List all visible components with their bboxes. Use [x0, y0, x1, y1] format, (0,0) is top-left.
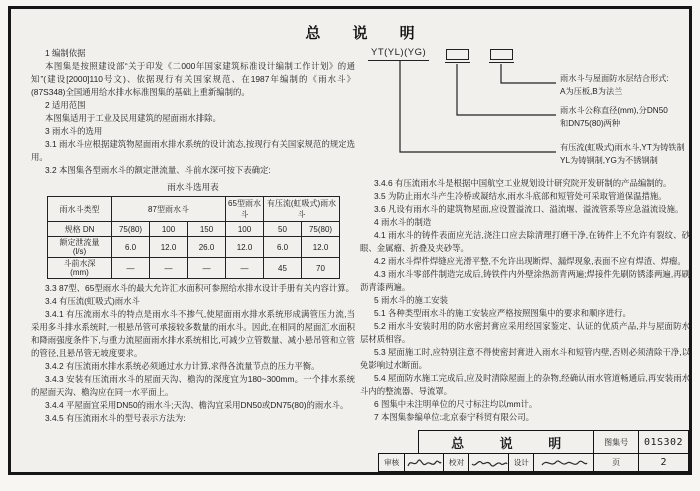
title-block: [380, 430, 689, 472]
cell: 75(80): [112, 222, 150, 237]
table-row-flow: [48, 237, 340, 258]
label-line: 雨水斗公称直径(mm),分DN50: [560, 106, 668, 115]
signature-scribble: [470, 456, 508, 470]
paragraph: 3.4 有压流(虹吸式)雨水斗: [45, 296, 140, 306]
paragraph: 4.3 雨水斗零部件制造完成后,铸铁件内外壁涂热沥青两遍;焊接件先刷防锈漆两遍,再刷沥青漆两遍。: [360, 269, 690, 292]
left-column: [31, 47, 355, 425]
label-line: A为压板,B为法兰: [560, 86, 623, 96]
cell: 6.0: [264, 237, 302, 258]
paragraph: 5.1 各种类型雨水斗的施工安装应严格按照图集中的要求和顺序进行。: [374, 308, 631, 318]
paragraph: 3.2 本图集各型雨水斗的额定泄流量、斗前水深可按下表确定:: [45, 165, 271, 175]
header-65: 65型雨水斗: [226, 197, 264, 222]
model-designation-diagram: [360, 45, 690, 173]
cell: 150: [188, 222, 226, 237]
row-label-text: 额定泄流量: [59, 238, 100, 247]
cell: 6.0: [112, 237, 150, 258]
signature-scribble: [406, 456, 442, 470]
paragraph: 本图集是按照建设部“关于印发《二000年国家建筑标准设计编制工作计划》的通知”(建设[2000]110号文)、依据现行有关国家规范、在1987年编制的《雨水斗》(87S348)全国通用给水排水标准图集的基础上重新编制的。: [31, 61, 355, 97]
paragraph: 3.4.6 有压流雨水斗是根据中国航空工业规划设计研究院开发研制的产品编制的。: [374, 178, 672, 188]
section-heading: 2 适用范围: [45, 100, 86, 110]
page-title: 总 说 明: [305, 25, 429, 42]
cell: 100: [226, 222, 264, 237]
paragraph: 4.2 雨水斗焊件焊缝应光滑平整,不允许出现断焊、漏焊现象,表面不应有焊渣、焊瘤。: [374, 256, 686, 266]
row-label: 规格 DN: [48, 222, 112, 237]
table-row-depth: [48, 258, 340, 279]
cell: —: [112, 258, 150, 279]
section-heading: 3 雨水斗的选用: [45, 126, 103, 136]
row-label-unit: (mm): [70, 268, 89, 277]
reviewer-signature: [404, 453, 445, 472]
paragraph: 3.4.1 有压流雨水斗的特点是雨水斗不掺气,使屋面雨水排水系统形成满管压力流,当采用多斗排水系统时,一根悬吊管可承接较多数量的雨水斗。因此,在相同的屋面汇水面积和降雨强度条件下,与重力流屋面雨水排水系统相比,可减少立管数量、减小悬吊管和立管的管径,且悬吊管无坡度要求。: [31, 309, 355, 358]
paragraph: 5.3 屋面施工时,应特别注意不得使密封膏进入雨水斗和短管内壁,否则必须清除干净,以免影响过水断面。: [360, 347, 690, 370]
paragraph: 5.2 雨水斗安装时用的防水密封膏应采用经国家鉴定、认证的优质产品,并与屋面防水层材质相容。: [360, 321, 690, 344]
paragraph: 3.4.2 有压流雨水排水系统必须通过水力计算,求得各流量节点的压力平衡。: [45, 361, 320, 371]
title-block-row-main: [380, 430, 689, 455]
proofreader-label: 校对: [443, 453, 470, 472]
cell: 50: [264, 222, 302, 237]
proofreader-signature: [468, 453, 509, 472]
cell: —: [226, 258, 264, 279]
row-label-unit: (l/s): [72, 247, 87, 256]
designation-code: YT(YL)(YG): [368, 47, 429, 61]
paragraph: 3.5 为防止雨水斗产生冷桥或凝结水,雨水斗底部和短管处可采取管道保温措施。: [374, 191, 667, 201]
table-header-row: [48, 197, 340, 222]
row-label-text: 斗前水深: [63, 259, 96, 268]
table-row-dn: [48, 222, 340, 237]
paragraph: 本图集适用于工业及民用建筑的屋面雨水排除。: [45, 113, 221, 123]
label-line: 雨水斗与屋面防水层结合形式:: [560, 74, 669, 83]
page-number-value: 2: [638, 453, 689, 472]
header-type: 雨水斗类型: [48, 197, 112, 222]
section-heading: 1 编制依据: [45, 48, 86, 58]
title-block-row-signatures: [380, 455, 689, 472]
cell: 70: [302, 258, 340, 279]
paragraph: 3.1 雨水斗应根据建筑物屋面雨水排水系统的设计流态,按现行有关国家规范的规定选用。: [31, 139, 355, 162]
cell: 45: [264, 258, 302, 279]
cell: 12.0: [150, 237, 188, 258]
cell: 12.0: [302, 237, 340, 258]
cell: —: [188, 258, 226, 279]
paragraph: 3.6 凡设有雨水斗的建筑物屋面,应设置溢流口、溢流堰、溢流管系等应急溢流设施。: [374, 204, 684, 214]
section-heading: 5 雨水斗的施工安装: [374, 295, 448, 305]
drawing-sheet-frame: [8, 6, 692, 475]
paragraph: 3.3 87型、65型雨水斗的最大允许汇水面积可参照给水排水设计手册有关内容计算。: [45, 283, 354, 293]
diagram-label-joint: [560, 73, 669, 98]
header-pressure: 有压流(虹吸式)雨水斗: [264, 197, 340, 222]
paragraph: 5.4 屋面防水施工完成后,应及时清除屋面上的杂物,经确认雨水管道畅通后,再安装雨水斗内的整流器、导流罩。: [360, 373, 690, 396]
diagram-label-diameter: [560, 105, 668, 130]
atlas-number-value: 01S302: [638, 430, 689, 455]
paragraph: 7 本图集参编单位:北京泰宁科贸有限公司。: [374, 412, 535, 422]
paragraph: 3.4.4 平屋面宜采用DN50的雨水斗;天沟、檐沟宜采用DN50或DN75(80)的雨水斗。: [45, 400, 349, 410]
designer-label: 设计: [508, 453, 535, 472]
paragraph: 3.4.3 安装有压流雨水斗的屋面天沟、檐沟的深度宜为180~300mm。一个排水系统的屋面天沟、檐沟应在同一水平面上。: [31, 374, 355, 397]
paragraph: 6 图集中未注明单位的尺寸标注均以mm计。: [374, 399, 538, 409]
cell: 26.0: [188, 237, 226, 258]
label-line: 有压流(虹吸式)雨水斗,YT为铸铁制: [560, 143, 685, 152]
label-line: YL为铸钢制,YG为不锈钢制: [560, 155, 658, 165]
paragraph: 3.4.5 有压流雨水斗的型号表示方法为:: [45, 413, 186, 423]
diagram-label-material: [560, 142, 685, 167]
label-line: 和DN75(80)两种: [560, 118, 621, 128]
page-number-label: 页: [593, 453, 640, 472]
table-caption: 雨水斗选用表: [167, 182, 219, 192]
paragraph: 4.1 雨水斗的铸件表面应光洁,浇注口应去除清理打磨干净,在铸件上不允许有裂纹、砂眼、金属瘤、折叠及夹砂等。: [360, 230, 690, 253]
right-column: [360, 45, 690, 424]
row-label: [48, 237, 112, 258]
section-heading: 4 雨水斗的制造: [374, 217, 432, 227]
cell: 100: [150, 222, 188, 237]
cell: —: [150, 258, 188, 279]
title-block-title: 总 说 明: [418, 430, 594, 455]
rainwater-drain-selection-table: [47, 196, 340, 279]
header-87: 87型雨水斗: [112, 197, 226, 222]
reviewer-label: 审核: [378, 453, 405, 472]
atlas-number-label: 图集号: [593, 430, 640, 455]
designer-signature: [533, 453, 594, 472]
cell: 12.0: [226, 237, 264, 258]
signature-scribble: [539, 456, 589, 470]
row-label: [48, 258, 112, 279]
cell: 75(80): [302, 222, 340, 237]
